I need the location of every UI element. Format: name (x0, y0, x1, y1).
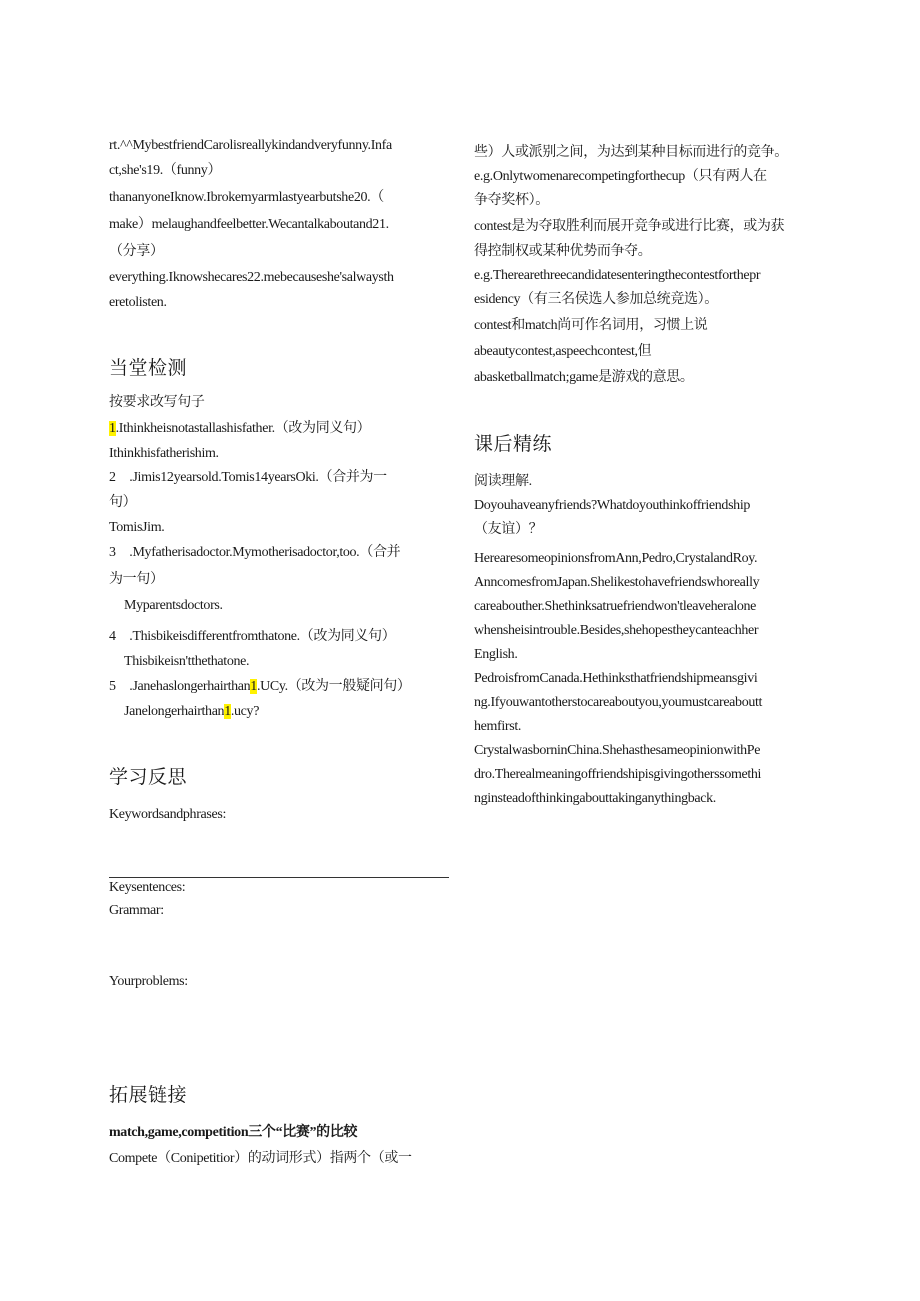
practice-line: HerearesomeopinionsfromAnn,Pedro,CrystalandRoy. (474, 551, 758, 566)
extend-subtitle: match,game,competition三个“比赛”的比较 (109, 1125, 358, 1140)
answer-line-1: Ithinkhisfatherishim. (109, 446, 219, 461)
section-title-check: 当堂检测 (109, 357, 188, 379)
intro-line: thananyoneIknow.Ibrokemyarmlastyearbutshe20.（ (109, 190, 384, 205)
question-3: 3 .Myfatherisadoctor.Mymotherisadoctor,too.（合并 (109, 545, 401, 560)
question-4: 4 .Thisbikeisdifferentfromthatone.（改为同义句） (109, 629, 396, 644)
question-text: 5 .Janehaslongerhairthan (109, 679, 251, 694)
highlight-mark: 1 (224, 704, 231, 719)
intro-line: everything.Iknowshecares22.mebecauseshe'salwaysth (109, 270, 394, 285)
extend-line: Compete（Conipetitior）的动词形式）指两个（或一 (109, 1151, 412, 1166)
highlight-mark: 1 (109, 421, 116, 436)
section-title-practice: 课后精练 (474, 433, 553, 455)
instruction-text: 按要求改写句子 (109, 395, 205, 410)
intro-line: make）melaughandfeelbetter.Wecantalkaboutand21. (109, 217, 389, 232)
section-title-extend: 拓展链接 (109, 1084, 188, 1106)
practice-line: CrystalwasborninChina.ShehasthesameopinionwithPe (474, 743, 761, 758)
intro-line: eretolisten. (109, 295, 167, 310)
practice-line: careabouther.Shethinksatruefriendwon'tleaveheralone (474, 599, 757, 614)
answer-line-4: Thisbikeisn'tthethatone. (124, 654, 250, 669)
practice-line: Doyouhaveanyfriends?Whatdoyouthinkoffriendship (474, 498, 751, 513)
grammar-label: Grammar: (109, 903, 164, 918)
practice-line: ng.Ifyouwantotherstocareaboutyou,youmustcareaboutt (474, 695, 763, 710)
sentences-label: Keysentences: (109, 880, 186, 895)
question-2: 2 .Jimis12yearsold.Tomis14yearsOki.（合并为一 (109, 470, 387, 485)
practice-line: （友谊）？ (474, 522, 543, 537)
question-text: .Ithinkheisnotastallashisfather.（改为同义句） (115, 421, 371, 436)
body-line: e.g.Onlytwomenarecompetingforthecup（只有两人在 (474, 169, 767, 184)
problems-label: Yourproblems: (109, 974, 188, 989)
keywords-label: Keywordsandphrases: (109, 807, 226, 822)
practice-line: hemfirst. (474, 719, 522, 734)
divider-line (109, 877, 449, 878)
question-1 (109, 420, 370, 438)
body-line: 争夺奖杯）。 (474, 193, 549, 208)
practice-line: nginsteadofthinkingabouttakinganythingback. (474, 791, 716, 806)
body-line: esidency（有三名侯选人参加总统竞选）。 (474, 292, 718, 307)
body-line: 得控制权或某种优势而争夺。 (474, 244, 652, 259)
body-line: abeautycontest,aspeechcontest,但 (474, 344, 652, 359)
practice-line: 阅读理解. (474, 474, 532, 489)
practice-line: whensheisintrouble.Besides,shehopestheycanteachher (474, 623, 759, 638)
body-line: 些）人或派别之间，为达到某种目标而进行的竞争。 (474, 145, 788, 160)
section-title-reflect: 学习反思 (109, 766, 188, 788)
question-text: .UCy.（改为一般疑问句） (256, 679, 411, 694)
intro-line: rt.^^MybestfriendCarolisreallykindandveryfunny.Infa (109, 138, 392, 153)
question-3-cont: 为一句） (109, 572, 164, 587)
answer-line-5: Janelongerhairthan1.ucy? (124, 704, 260, 719)
highlight-mark: 1 (250, 679, 257, 694)
answer-line-2: TomisJim. (109, 520, 165, 535)
body-line: e.g.Therearethreecandidatesenteringthecontestforthepr (474, 268, 761, 283)
intro-line: ct,she's19.（funny） (109, 163, 222, 178)
body-line: contest和match尚可作名词用，习惯上说 (474, 318, 708, 333)
practice-line: AnncomesfromJapan.Shelikestohavefriendswhoreally (474, 575, 760, 590)
body-line: abasketballmatch;game是游戏的意思。 (474, 370, 694, 385)
question-5 (109, 678, 411, 696)
question-2-cont: 句） (109, 495, 137, 510)
answer-line-3: Myparentsdoctors. (124, 598, 223, 613)
intro-line: （分享） (109, 244, 164, 259)
body-line: contest是为夺取胜利而展开竞争或进行比赛，或为获 (474, 219, 785, 234)
practice-line: dro.Therealmeaningoffriendshipisgivingotherssomethi (474, 767, 762, 782)
practice-line: PedroisfromCanada.Hethinksthatfriendshipmeansgivi (474, 671, 758, 686)
practice-line: English. (474, 647, 518, 662)
